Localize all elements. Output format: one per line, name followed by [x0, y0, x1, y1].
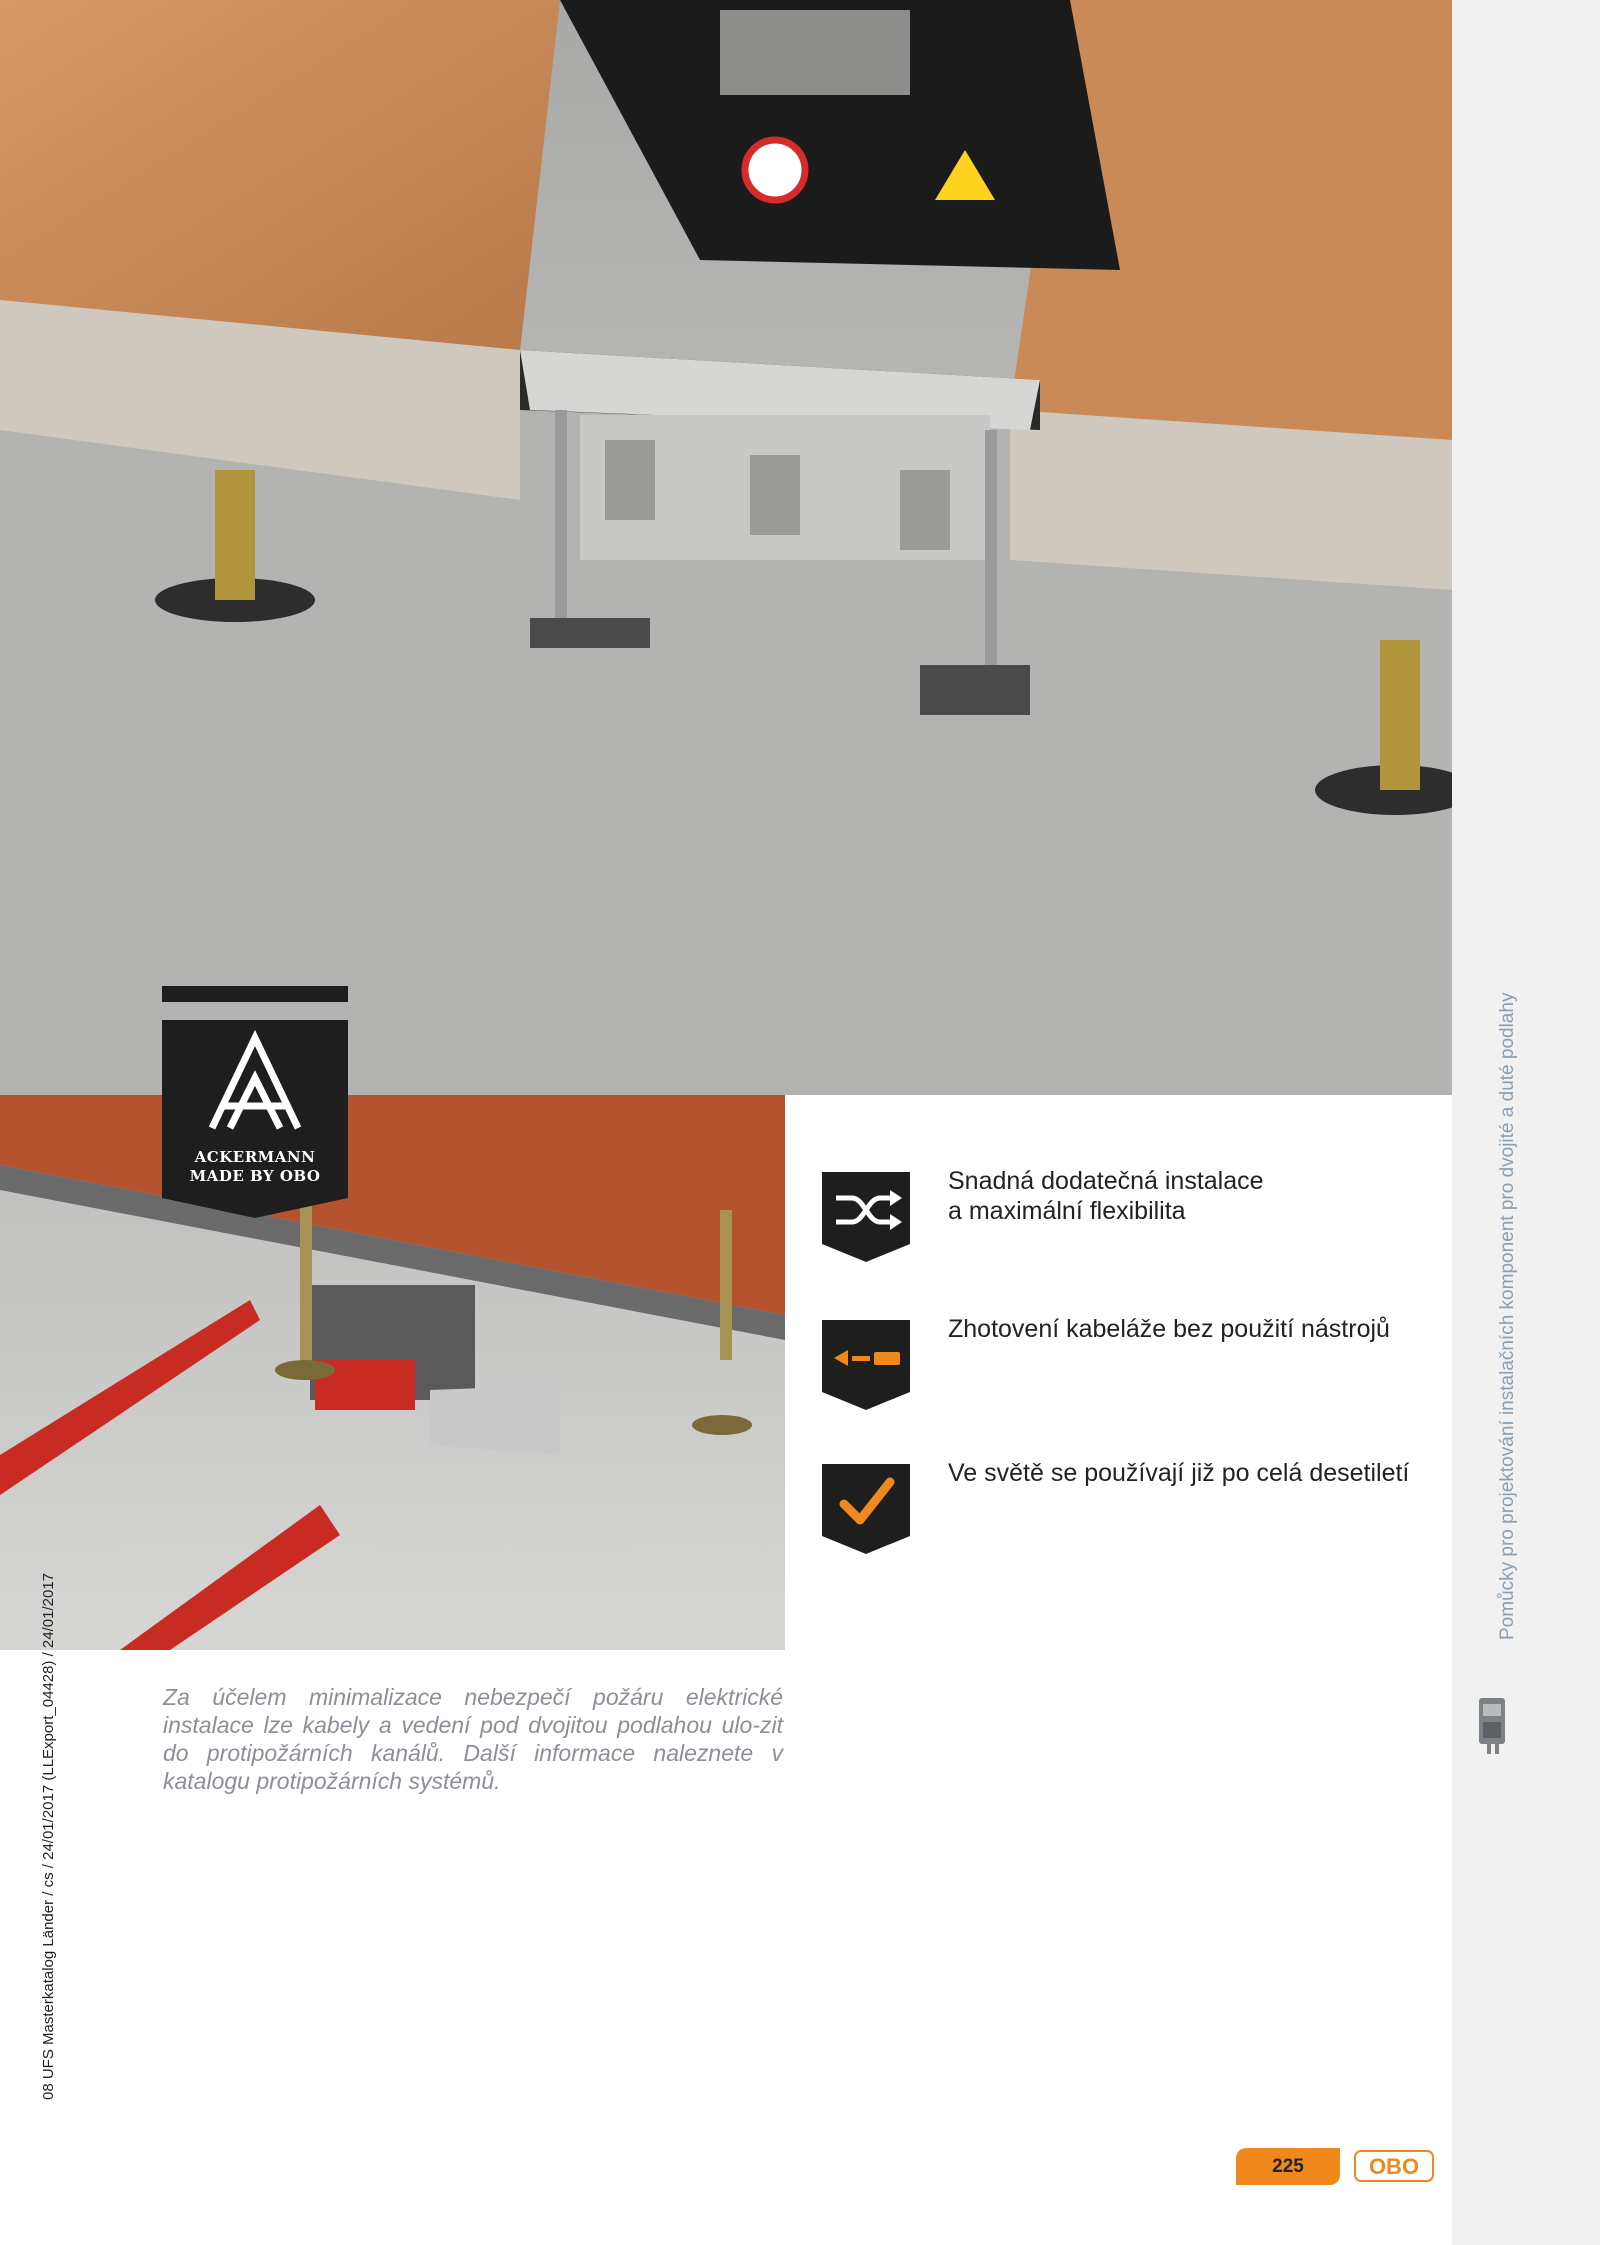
shuffle-arrows-icon — [822, 1172, 910, 1262]
floor-box-product-icon — [1473, 1688, 1511, 1758]
image-caption: Za účelem minimalizace nebezpečí požáru elektrické instalace lze kabely a vedení pod dvojitou podlahou ulo-zit do protipožárních kanálů. Další informace naleznete v katalogu protipožárních systémů. — [163, 1684, 783, 1794]
page-number: 225 — [1236, 2148, 1340, 2185]
print-meta-text: 08 UFS Masterkatalog Länder / cs / 24/01/2017 (LLExport_04428) / 24/01/2017 — [40, 1572, 57, 2100]
badge-made-by-line: MADE BY OBO — [189, 1167, 321, 1185]
hero-floor-box-photo — [0, 0, 1452, 1095]
badge-top-bar — [162, 986, 348, 1002]
ackermann-badge — [162, 1020, 348, 1218]
fire-protection-duct-photo — [0, 1095, 785, 1650]
obo-logo-text: OBO — [1368, 2154, 1420, 2179]
feature-label-1-line1: Snadná dodatečná instalace — [948, 1167, 1264, 1195]
feature-label-1-line2: a maximální flexibilita — [948, 1197, 1186, 1225]
feature-label-2: Zhotovení kabeláže bez použití nástrojů — [948, 1315, 1390, 1343]
feature-label-3: Ve světě se používají již po celá desetiletí — [948, 1459, 1410, 1487]
tool-free-arrow-icon — [822, 1320, 910, 1410]
feature-label-1 — [948, 1166, 1448, 1226]
right-sidebar — [1452, 0, 1600, 2245]
obo-logo — [1354, 2150, 1434, 2182]
sidebar-section-title: Pomůcky pro projektování instalačních komponent pro dvojité a duté podlahy — [1497, 992, 1518, 1640]
badge-brand-line: ACKERMANN — [194, 1148, 316, 1166]
checkmark-icon — [822, 1464, 910, 1554]
